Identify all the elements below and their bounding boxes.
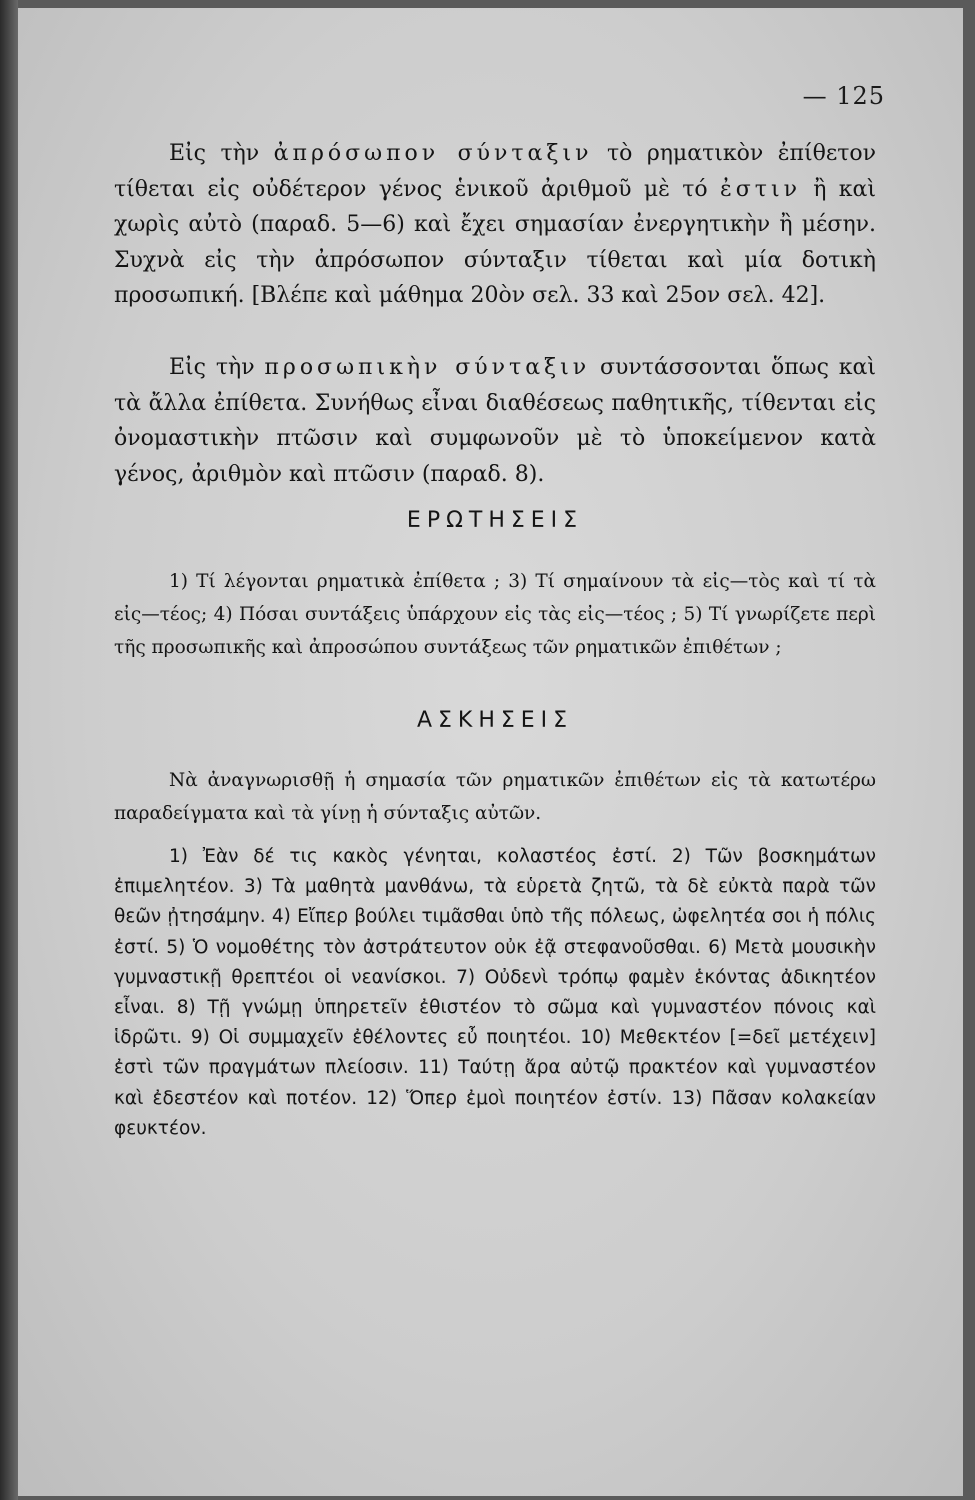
questions-text: 1) Τί λέγονται ρηματικὰ ἐπίθετα ; 3) Τί σημαίνουν τὰ εἰς—τὸς καὶ τί τὰ εἰς—τέος; 4) Πόσαι συντάξεις ὑπάρχουν εἰς τὰς εἰς—τέος ; 5) Τί γνωρίζετε περὶ τῆς προσωπικῆς καὶ ἀπροσώπου συντάξεως τῶν ρηματικῶν ἐπιθέτων ;: [114, 571, 876, 658]
para1-emphasis2: ἐστιν: [719, 176, 801, 202]
exercises-heading: ΑΣΚΗΣΕΙΣ: [416, 708, 574, 733]
para1-part3: ἢ καὶ χωρὶς αὐτὸ (παραδ. 5—6) καὶ ἔχει σημασίαν ἐνεργητικὴν ἢ μέσην. Συχνὰ εἰς τὴν ἀπρόσωπον σύνταξιν τίθεται καὶ μία δοτικὴ προσωπική. [Βλέπε καὶ μάθημα 20ὸν σελ. 33 καὶ 25ον σελ. 42].: [114, 176, 876, 308]
page-number: — 125: [802, 82, 885, 110]
para2-part1: Εἰς τὴν: [169, 355, 265, 380]
exercises-intro-block: [114, 764, 876, 830]
paragraph-impersonal: [114, 136, 876, 314]
questions-heading: ΕΡΩΤΗΣΕΙΣ: [406, 508, 584, 533]
para1-part1: Εἰς τὴν: [169, 141, 274, 166]
para2-emphasis1: προσωπικὴν σύνταξιν: [264, 355, 591, 380]
para2-part2: συντάσσονται ὅπως καὶ τὰ ἄλλα ἐπίθετα. Συνήθως εἶναι διαθέσεως παθητικῆς, τίθενται εἰς ὀνομαστικὴν πτῶσιν καὶ συμφωνοῦν μὲ τὸ ὑποκείμενον κατὰ γένος, ἀριθμὸν καὶ πτῶσιν (παραδ. 8).: [114, 355, 877, 487]
paragraph-personal: [114, 350, 876, 492]
page-edge-shadow: [0, 0, 18, 1500]
exercises-examples: 1) Ἐὰν δέ τις κακὸς γένηται, κολαστέος ἐστί. 2) Τῶν βοσκημάτων ἐπιμελητέον. 3) Τὰ μαθητὰ μανθάνω, τὰ εὑρετὰ ζητῶ, τὰ δὲ εὐκτὰ παρὰ τῶν θεῶν ᾐτησάμην. 4) Εἴπερ βούλει τιμᾶσθαι ὑπὸ τῆς πόλεως, ὠφελητέα σοι ἡ πόλις ἐστί. 5) Ὁ νομοθέτης τὸν ἀστράτευτον οὐκ ἐᾷ στεφανοῦσθαι. 6) Μετὰ μουσικὴν γυμναστικῇ θρεπτέοι οἱ νεανίσκοι. 7) Οὐδενὶ τρόπῳ φαμὲν ἑκόντας ἀδικητέον εἶναι. 8) Τῇ γνώμῃ ὑπηρετεῖν ἐθιστέον τὸ σῶμα καὶ γυμναστέον πόνοις καὶ ἱδρῶτι. 9) Οἱ συμμαχεῖν ἐθέλοντες εὖ ποιητέοι. 10) Μεθεκτέον [=δεῖ μετέχειν] ἐστὶ τῶν πραγμάτων πλείοσιν. 11) Ταύτῃ ἄρα αὐτῷ πρακτέον καὶ γυμναστέον καὶ ἐδεστέον καὶ ποτέον. 12) Ὅπερ ἐμοὶ ποιητέον ἐστίν. 13) Πᾶσαν κολακείαν φευκτέον.: [114, 846, 876, 1139]
book-page: [18, 8, 963, 1496]
questions-block: [114, 565, 876, 664]
exercises-intro: Νὰ ἀναγνωρισθῇ ἡ σημασία τῶν ρηματικῶν ἐπιθέτων εἰς τὰ κατωτέρω παραδείγματα καὶ τὰ γίνῃ ἡ σύνταξις αὐτῶν.: [114, 770, 876, 824]
para1-emphasis1: ἀπρόσωπον σύνταξιν: [273, 141, 593, 166]
exercises-examples-block: [114, 842, 876, 1144]
para1-part2: τὸ ρηματικὸν ἐπίθετον τίθεται εἰς οὐδέτερον γένος ἑνικοῦ ἀριθμοῦ μὲ τό: [114, 141, 877, 202]
